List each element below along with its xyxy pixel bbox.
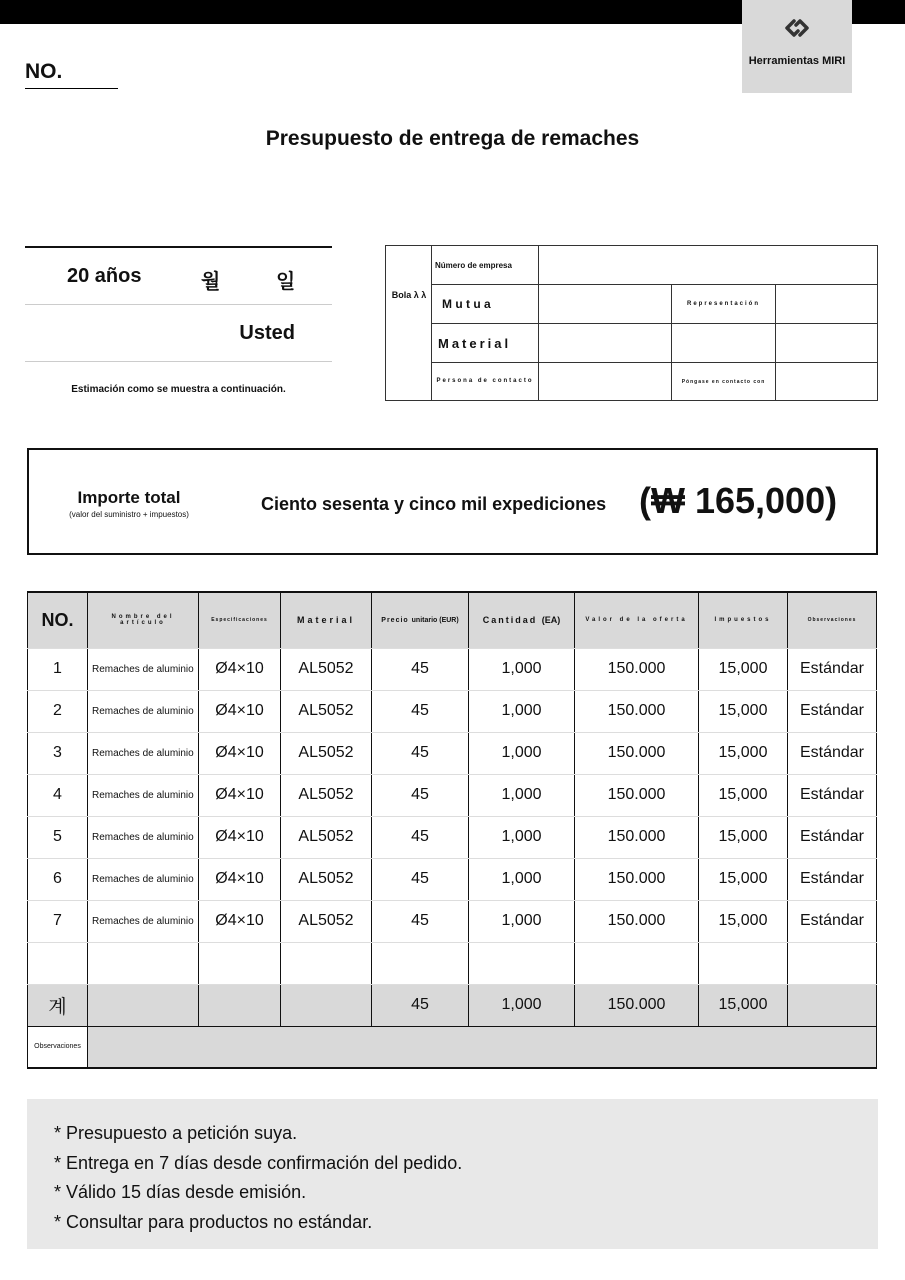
cell-qty: 1,000 (469, 858, 575, 900)
contact-label: Persona de contacto (436, 378, 534, 384)
recipient-row (25, 305, 332, 362)
cell-material: AL5052 (281, 648, 372, 690)
header-price-suffix: unitario (EUR) (411, 616, 459, 624)
total-amount-box (27, 448, 878, 555)
cell-qty: 1,000 (469, 816, 575, 858)
cell-offer: 150.000 (575, 774, 699, 816)
cell-offer: 150.000 (575, 858, 699, 900)
note-line: * Entrega en 7 días desde confirmación del pedido. (54, 1152, 463, 1173)
cell-offer: 150.000 (575, 690, 699, 732)
table-row (28, 774, 877, 816)
material-value (539, 324, 672, 363)
cell-material: AL5052 (281, 774, 372, 816)
cell-spec: Ø4×10 (199, 648, 281, 690)
cell-tax: 15,000 (699, 732, 788, 774)
note-line: * Válido 15 días desde emisión. (54, 1182, 307, 1202)
cell-spec: Ø4×10 (199, 816, 281, 858)
cell-qty: 1,000 (469, 900, 575, 942)
cell-spec: Ø4×10 (199, 690, 281, 732)
note-line: * Consultar para productos no estándar. (54, 1211, 373, 1232)
cell-spec: Ø4×10 (199, 858, 281, 900)
cell-qty: 1,000 (469, 774, 575, 816)
total-label: Importe total (77, 488, 181, 507)
company-name: Herramientas MIRI (748, 55, 846, 67)
items-table (27, 591, 877, 1069)
representation-label: Representación (686, 301, 760, 307)
mutual-label: M u t u a (442, 297, 491, 311)
company-logo-box (742, 0, 852, 93)
cell-empty (88, 942, 199, 984)
remarks-value (88, 1026, 877, 1068)
cell-no: 7 (28, 900, 88, 942)
header-quantity (469, 592, 575, 648)
cell-qty: 1,000 (469, 732, 575, 774)
date-recipient-block (25, 246, 332, 362)
company-number-label: Número de empresa (435, 261, 512, 270)
representation-label-cell (672, 285, 776, 324)
company-number-value (539, 246, 878, 285)
cell-item: Remaches de aluminio (88, 732, 199, 774)
date-row (25, 246, 332, 305)
cell-spec: Ø4×10 (199, 774, 281, 816)
cell-no: 1 (28, 648, 88, 690)
cell-price: 45 (372, 900, 469, 942)
cell-material: AL5052 (281, 690, 372, 732)
cell-material: AL5052 (281, 858, 372, 900)
cell-spec: Ø4×10 (199, 900, 281, 942)
header-material: Material (281, 592, 372, 648)
cell-remark: Estándar (788, 648, 877, 690)
header-offer: Valor de la oferta (575, 592, 699, 648)
cell-remark: Estándar (788, 858, 877, 900)
cell-item: Remaches de aluminio (88, 774, 199, 816)
cell-tax: 15,000 (699, 774, 788, 816)
cell-remark: Estándar (788, 690, 877, 732)
sum-qty: 1,000 (469, 984, 575, 1026)
document-number: NO. (25, 60, 118, 89)
cell-price: 45 (372, 816, 469, 858)
cell-empty (788, 942, 877, 984)
header-price-prefix: Precio (381, 616, 409, 624)
header-spec: Especificaciones (199, 592, 281, 648)
remarks-label: Observaciones (28, 1026, 88, 1068)
cell-item: Remaches de aluminio (88, 690, 199, 732)
date-day: 일 (276, 271, 296, 293)
cell-no: 3 (28, 732, 88, 774)
material-extra-value (776, 324, 878, 363)
cell-spec: Ø4×10 (199, 732, 281, 774)
table-header-row (28, 592, 877, 648)
recipient-name: Usted (239, 322, 295, 344)
cell-no: 6 (28, 858, 88, 900)
supplier-side-cell (386, 246, 432, 401)
table-sum-row (28, 984, 877, 1026)
date-month: 월 (201, 271, 221, 293)
sum-price: 45 (372, 984, 469, 1026)
cell-tax: 15,000 (699, 900, 788, 942)
table-row (28, 858, 877, 900)
note-line: * Presupuesto a petición suya. (54, 1123, 298, 1143)
cell-empty (372, 942, 469, 984)
cell-tax: 15,000 (699, 648, 788, 690)
notes-box (27, 1099, 878, 1249)
cell-price: 45 (372, 858, 469, 900)
material-extra-cell (672, 324, 776, 363)
cell-remark: Estándar (788, 900, 877, 942)
cell-price: 45 (372, 648, 469, 690)
mutual-label-cell (432, 285, 539, 324)
cell-price: 45 (372, 732, 469, 774)
cell-price: 45 (372, 774, 469, 816)
cell-tax: 15,000 (699, 816, 788, 858)
cell-tax: 15,000 (699, 858, 788, 900)
header-remarks: Observaciones (788, 592, 877, 648)
table-row-empty (28, 942, 877, 984)
cell-price: 45 (372, 690, 469, 732)
cell-tax: 15,000 (699, 690, 788, 732)
document-title: Presupuesto de entrega de remaches (265, 127, 640, 150)
table-row (28, 816, 877, 858)
cell-offer: 150.000 (575, 732, 699, 774)
cell-qty: 1,000 (469, 648, 575, 690)
cell-offer: 150.000 (575, 648, 699, 690)
table-remarks-row (28, 1026, 877, 1068)
total-figure: (₩ 165,000) (639, 480, 838, 521)
cell-empty (199, 942, 281, 984)
header-price (372, 592, 469, 648)
contact-with-value (776, 363, 878, 401)
supplier-info-grid (385, 245, 878, 401)
cell-offer: 150.000 (575, 816, 699, 858)
cell-item: Remaches de aluminio (88, 900, 199, 942)
sum-offer: 150.000 (575, 984, 699, 1026)
table-row (28, 690, 877, 732)
cell-material: AL5052 (281, 900, 372, 942)
contact-label-cell (432, 363, 539, 401)
cell-material: AL5052 (281, 816, 372, 858)
table-row (28, 648, 877, 690)
header-no: NO. (28, 592, 88, 648)
cell-material: AL5052 (281, 732, 372, 774)
cell-empty (281, 942, 372, 984)
supplier-side-label: Bola λ λ (391, 290, 427, 300)
cell-empty (88, 984, 199, 1026)
cell-offer: 150.000 (575, 900, 699, 942)
header-quantity-label: Cantidad (482, 615, 538, 626)
cell-item: Remaches de aluminio (88, 648, 199, 690)
cell-empty (699, 942, 788, 984)
cell-empty (788, 984, 877, 1026)
material-label: Material (438, 336, 512, 351)
company-number-label-cell (432, 246, 539, 285)
table-row (28, 732, 877, 774)
cell-empty (575, 942, 699, 984)
contact-with-label: Póngase en contacto con (681, 379, 766, 385)
total-in-words: Ciento sesenta y cinco mil expediciones (261, 494, 607, 514)
mutual-value (539, 285, 672, 324)
cell-no: 5 (28, 816, 88, 858)
date-year: 20 años (67, 265, 142, 287)
cell-item: Remaches de aluminio (88, 858, 199, 900)
cell-empty (199, 984, 281, 1026)
sum-label: 계 (28, 984, 88, 1026)
chain-link-icon (781, 13, 813, 43)
cell-item: Remaches de aluminio (88, 816, 199, 858)
material-label-cell (432, 324, 539, 363)
cell-remark: Estándar (788, 732, 877, 774)
cell-empty (28, 942, 88, 984)
contact-with-label-cell (672, 363, 776, 401)
header-item: Nombre del artículo (88, 592, 199, 648)
header-quantity-unit: (EA) (541, 615, 561, 626)
estimate-note: Estimación como se muestra a continuación. (71, 384, 286, 395)
table-row (28, 900, 877, 942)
contact-value (539, 363, 672, 401)
cell-qty: 1,000 (469, 690, 575, 732)
cell-empty (469, 942, 575, 984)
cell-no: 2 (28, 690, 88, 732)
cell-no: 4 (28, 774, 88, 816)
representation-value (776, 285, 878, 324)
header-taxes: Impuestos (699, 592, 788, 648)
cell-empty (281, 984, 372, 1026)
cell-remark: Estándar (788, 774, 877, 816)
total-sublabel: (valor del suministro + impuestos) (69, 510, 189, 519)
cell-remark: Estándar (788, 816, 877, 858)
sum-tax: 15,000 (699, 984, 788, 1026)
